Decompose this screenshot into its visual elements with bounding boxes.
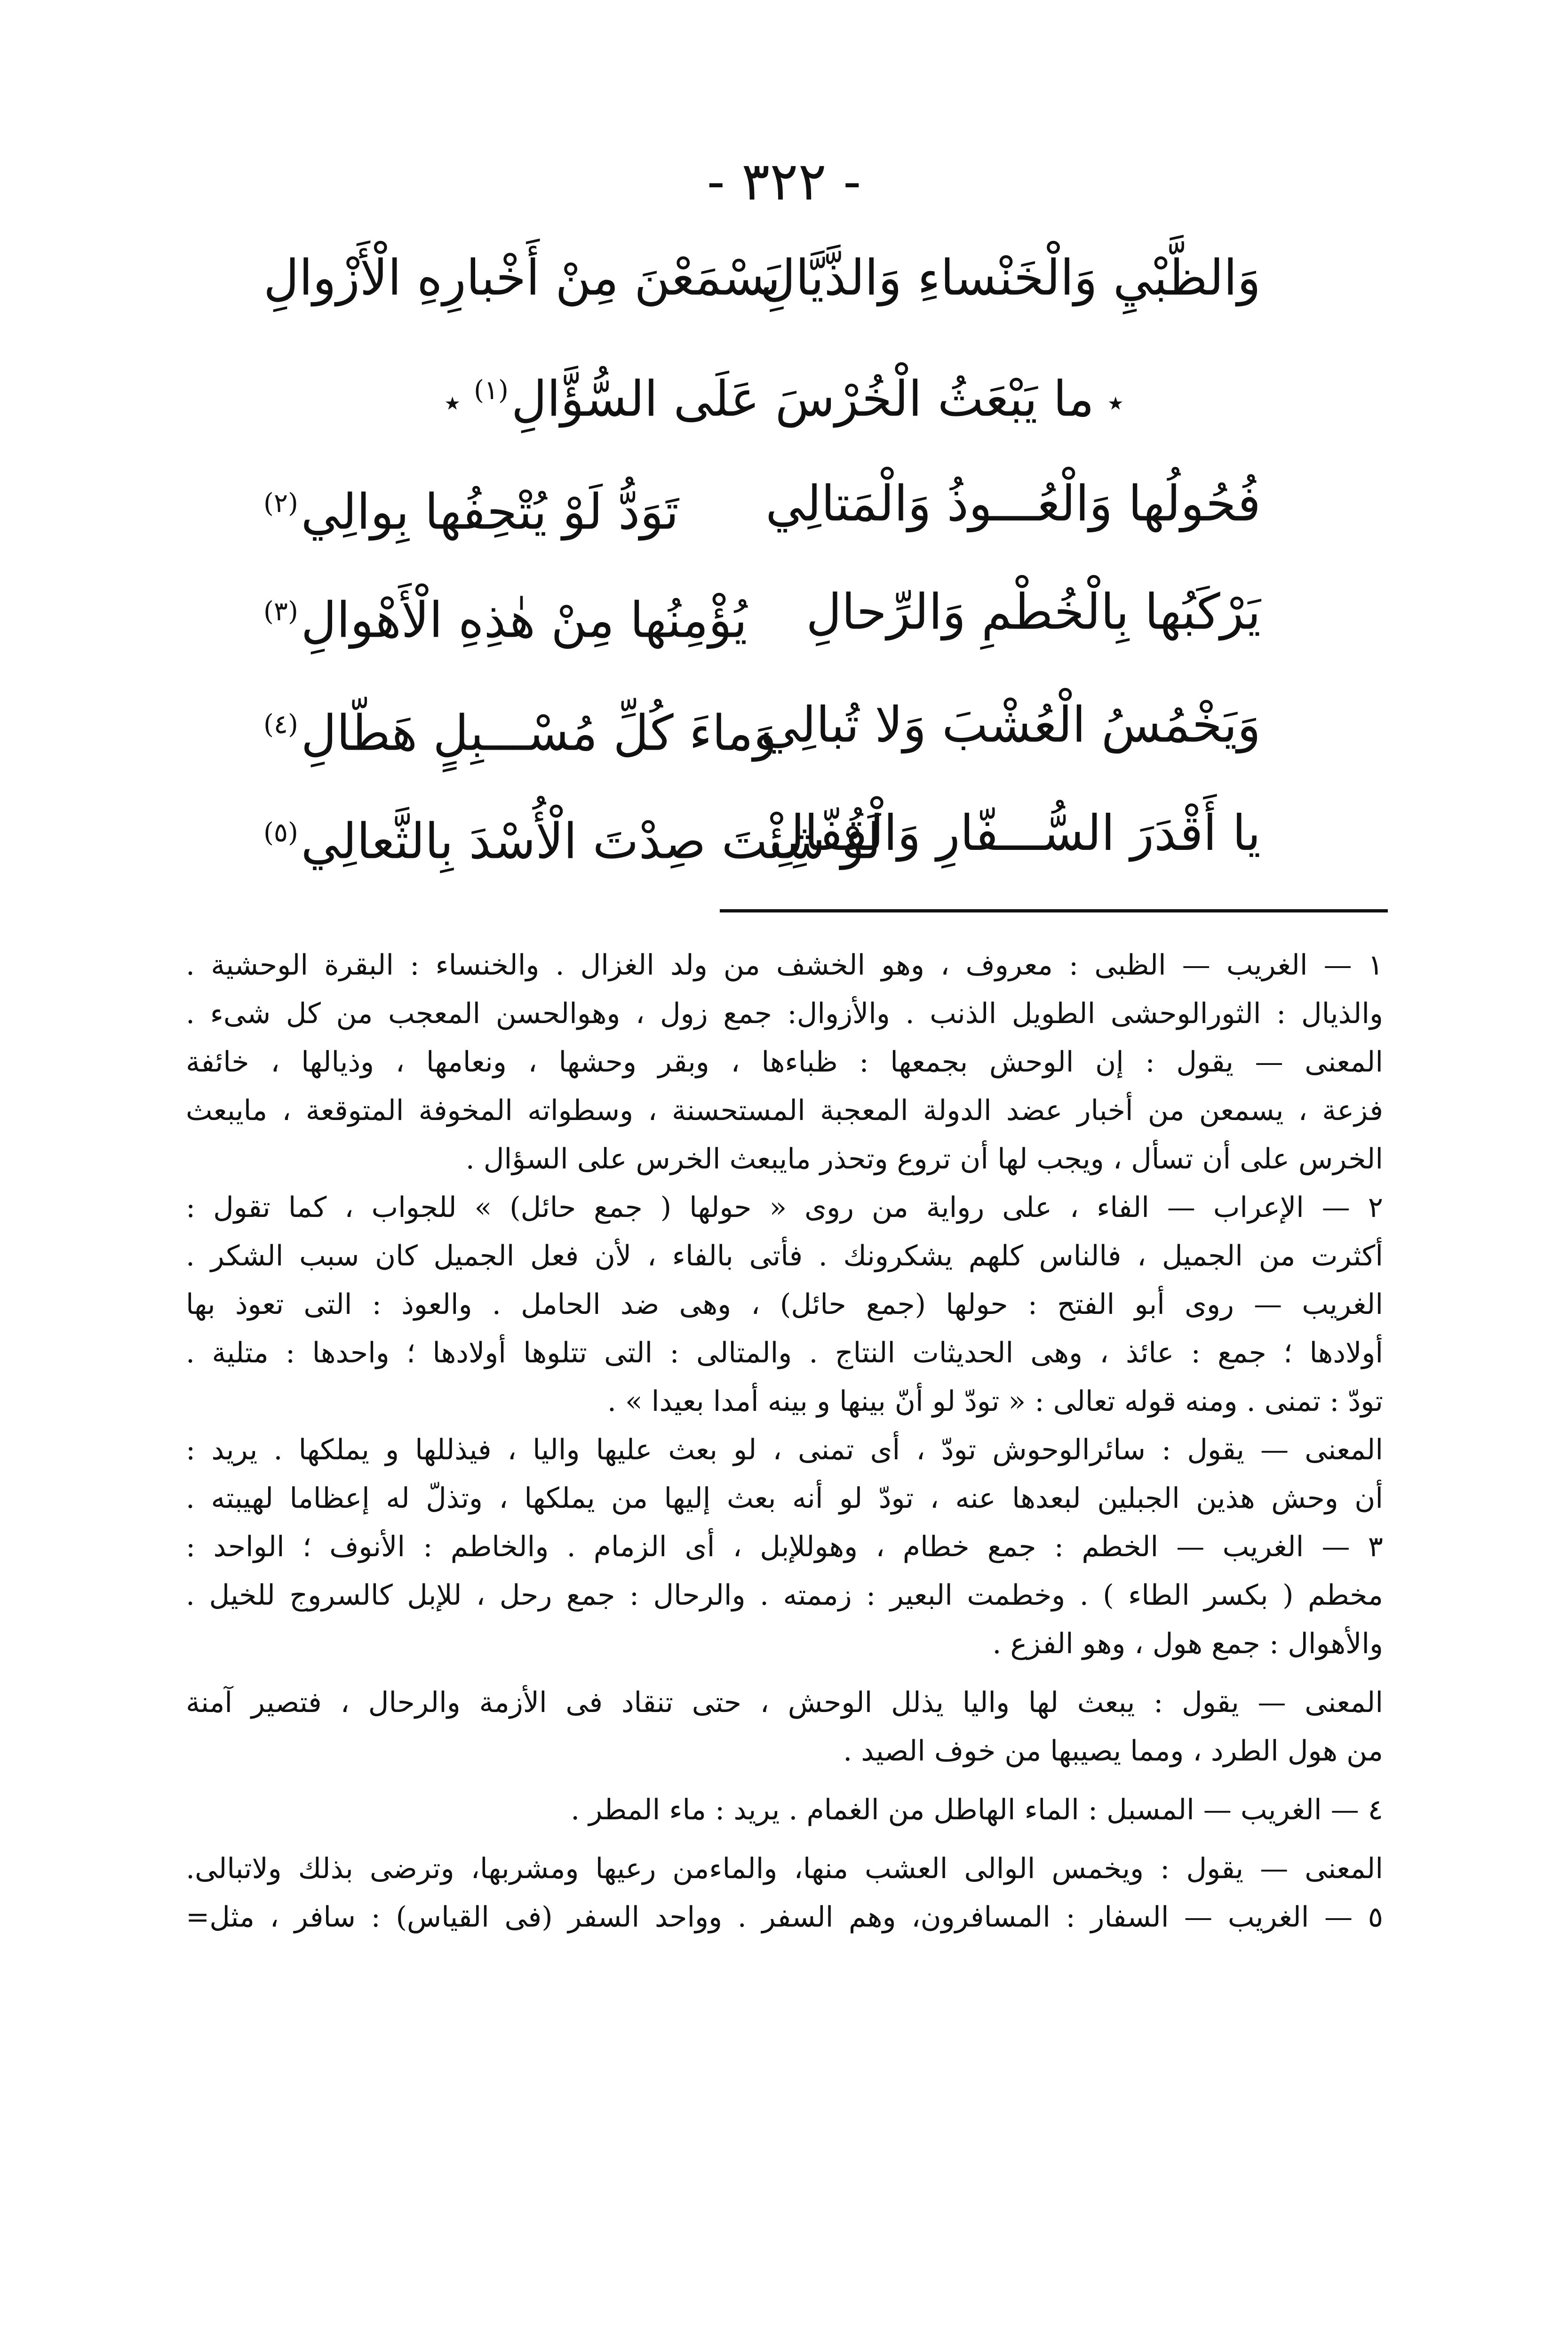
note-2-line-1: ٢ — الإعراب — الفاء ، على رواية من روى « حولها ( جمع حائل) » للجواب ، كما تقول : xyxy=(186,1191,1383,1224)
page-number: - ٣٢٢ - xyxy=(707,151,861,212)
note-5-line-1: ٥ — الغريب — السفار : المسافرون، وهم السفر . وواحد السفر (فى القياس) : سافر ، مثل= xyxy=(186,1901,1383,1934)
note-2-gharib-line-3: تودّ : تمنى . ومنه قوله تعالى : « تودّ لو أنّ بينها و بينه أمدا بعيدا » . xyxy=(607,1385,1383,1418)
footnote-divider xyxy=(720,909,1388,912)
note-4-line-1: ٤ — الغريب — المسبل : الماء الهاطل من الغمام . يريد : ماء المطر . xyxy=(571,1793,1383,1826)
verse-6-second-text: لَوْ شِئْتَ صِدْتَ الْأُسْدَ بِالثَّعالِي xyxy=(301,812,881,870)
verse-5 xyxy=(263,685,1261,765)
verse-3-first-hemistich: فُحُولُها وَالْعُـــوذُ وَالْمَتالِي xyxy=(765,475,1261,532)
verse-5-second-text: وَماءَ كُلِّ مُسْـــبِلٍ هَطّالِ xyxy=(301,704,777,762)
verse-2 xyxy=(0,351,1568,443)
footnote-marker-4: (٤) xyxy=(263,709,298,740)
note-2-gharib-line-1: الغريب — روى أبو الفتح : حولها (جمع حائل) ، وهى ضد الحامل . والعوذ : التى تعوذ بها xyxy=(186,1288,1383,1321)
note-3-meaning-line-2: من هول الطرد ، ومما يصيبها من خوف الصيد . xyxy=(843,1735,1383,1768)
footnote-marker-2: (٢) xyxy=(263,488,298,519)
footnote-marker-1: (١) xyxy=(474,375,509,406)
verse-4-second-hemistich xyxy=(263,572,747,660)
footnote-marker-3: (٣) xyxy=(263,596,298,627)
verse-1-second-hemistich: يَسْمَعْنَ مِنْ أَخْبارِهِ الْأَزْوالِ xyxy=(263,249,781,306)
footnotes xyxy=(186,941,1383,1942)
verse-3 xyxy=(263,464,1261,544)
verse-1-first-hemistich: وَالظَّبْيِ وَالْخَنْساءِ وَالذَّيَّالِ xyxy=(760,249,1261,306)
star-ornament-right: ٭ xyxy=(1107,385,1124,421)
note-3-line-3: والأهوال : جمع هول ، وهو الفزع . xyxy=(992,1627,1383,1660)
verse-2-text: ما يَبْعَثُ الْخُرْسَ عَلَى السُّؤَّالِ xyxy=(511,370,1094,428)
note-1-meaning-line-2: فزعة ، يسمعن من أخبار عضد الدولة المعجبة المستحسنة ، وسطواته المخوفة المتوقعة ، مايبعث xyxy=(186,1094,1383,1127)
verse-1 xyxy=(263,238,1261,318)
note-3-line-2: مخطم ( بكسر الطاء ) . وخطمت البعير : زممته . والرحال : جمع رحل ، للإبل كالسروج للخيل . xyxy=(186,1579,1383,1612)
note-2-line-2: أكثرت من الجميل ، فالناس كلهم يشكرونك . فأتى بالفاء ، لأن فعل الجميل كان سبب الشكر . xyxy=(186,1240,1383,1272)
verse-4 xyxy=(263,572,1261,652)
verse-6-first-hemistich: يا أَقْدَرَ السُّـــفّارِ وَالْقُفّالِ xyxy=(769,804,1261,862)
verse-5-second-hemistich xyxy=(263,685,777,773)
verse-4-first-hemistich: يَرْكَبُها بِالْخُطْمِ وَالرِّحالِ xyxy=(806,583,1261,640)
note-1-meaning-line-3: الخرس على أن تسأل ، ويجب لها أن تروع وتحذر مايبعث الخرس على السؤال . xyxy=(465,1143,1383,1176)
note-2-meaning-line-2: أن وحش هذين الجبلين لبعدها عنه ، تودّ لو أنه بعث إليها من يملكها ، وتذلّ له إعظاما لهيبته . xyxy=(186,1482,1383,1515)
star-ornament-left: ٭ xyxy=(444,385,461,421)
note-4-meaning-line: المعنى — يقول : ويخمس الوالى العشب منها، والماءمن رعيها ومشربها، وترضى بذلك ولاتبالى. xyxy=(186,1852,1383,1885)
note-2-meaning-line-1: المعنى — يقول : سائرالوحوش تودّ ، أى تمنى ، لو بعث عليها واليا ، فيذللها و يملكها . يريد : xyxy=(186,1433,1383,1466)
note-3-meaning-line-1: المعنى — يقول : يبعث لها واليا يذلل الوحش ، حتى تنقاد فى الأزمة والرحال ، فتصير آمنة xyxy=(186,1686,1383,1719)
verse-5-first-hemistich: وَيَخْمُسُ الْعُشْبَ وَلا تُبالِي xyxy=(760,696,1261,753)
footnote-marker-5: (٥) xyxy=(263,817,298,848)
verse-6 xyxy=(263,793,1261,873)
note-1-line-1: ١ — الغريب — الظبى : معروف ، وهو الخشف من ولد الغزال . والخنساء : البقرة الوحشية . xyxy=(186,949,1383,982)
verse-6-second-hemistich xyxy=(263,793,881,881)
note-1-meaning-line-1: المعنى — يقول : إن الوحش بجمعها : ظباءها ، وبقر وحشها ، ونعامها ، وذيالها ، خائفة xyxy=(186,1046,1383,1079)
verse-3-second-text: تَوَدُّ لَوْ يُتْحِفُها بِوالِي xyxy=(301,483,679,541)
verse-3-second-hemistich xyxy=(263,464,679,552)
note-3-line-1: ٣ — الغريب — الخطم : جمع خطام ، وهوللإبل ، أى الزمام . والخاطم : الأنوف ؛ الواحد : xyxy=(186,1530,1383,1563)
verse-4-second-text: يُؤْمِنُها مِنْ هٰذِهِ الْأَهْوالِ xyxy=(301,591,748,649)
note-1-line-2: والذيال : الثورالوحشى الطويل الذنب . والأزوال: جمع زول ، وهوالحسن المعجب من كل شىء . xyxy=(186,997,1383,1030)
note-2-gharib-line-2: أولادها ؛ جمع : عائذ ، وهى الحديثات النتاج . والمتالى : التى تتلوها أولادها ؛ واحدها : متلية . xyxy=(186,1336,1383,1369)
